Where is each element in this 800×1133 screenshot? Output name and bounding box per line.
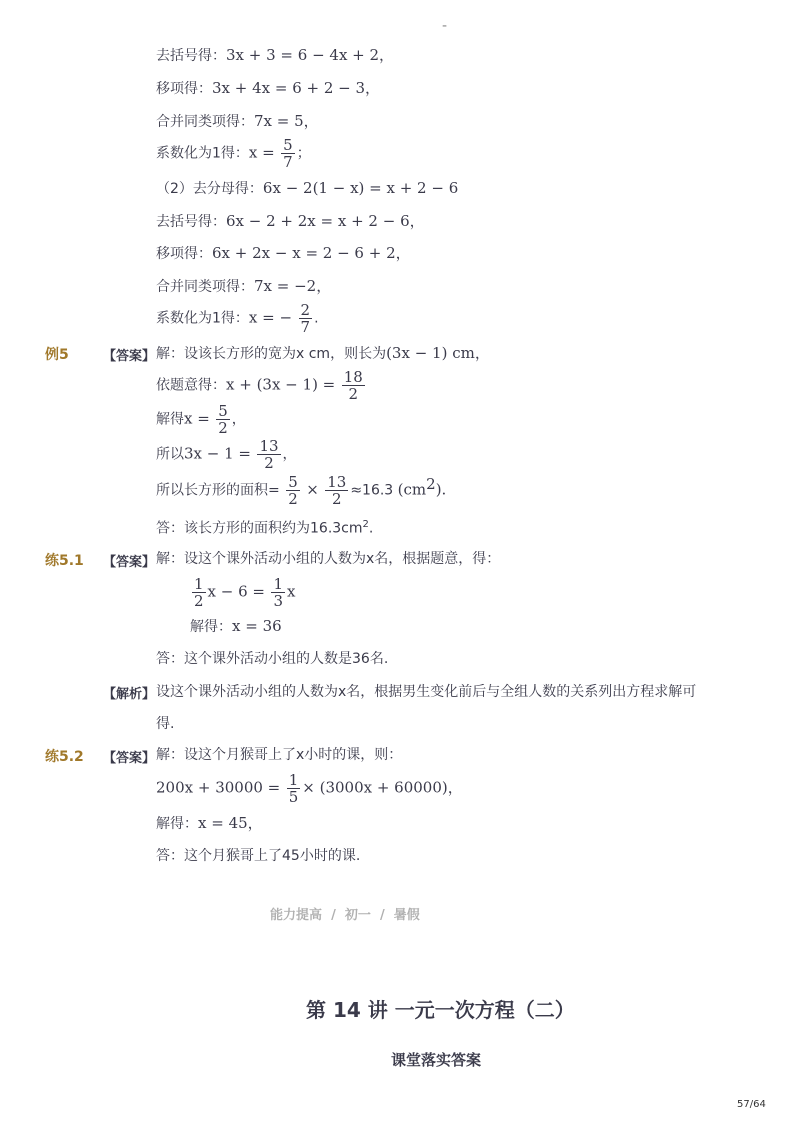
practice-label: 练5.1 bbox=[45, 553, 84, 569]
answer-tag: 【答案】 bbox=[103, 349, 156, 364]
solution-line: 移项得：3x + 4x = 6 + 2 − 3， bbox=[156, 79, 381, 97]
fraction: $\frac{5}{2}$ bbox=[288, 473, 298, 509]
answer-line: 答：这个课外活动小组的人数是36名. bbox=[156, 651, 389, 667]
answer-line: 答：该长方形的面积约为$16.3cm^2$. bbox=[156, 519, 374, 537]
fraction: $\frac{1}{3}$ bbox=[273, 575, 283, 610]
answer-equation: 200x + 30000 = $\frac{1}{5}$ × (3000x + 60000)， bbox=[156, 771, 463, 806]
answer-line: 解：设该长方形的宽为x cm，则长为(3x − 1) cm， bbox=[156, 344, 490, 362]
solution-line: （2）去分母得：6x − 2(1 − x) = x + 2 − 6 bbox=[156, 179, 459, 197]
answer-tag: 【答案】 bbox=[103, 751, 156, 766]
fraction: $\frac{5}{2}$ bbox=[218, 402, 228, 437]
answer-equation: $\frac{1}{2}$ x − 6 = $\frac{1}{3}$ x bbox=[194, 575, 296, 610]
solution-line: 移项得：6x + 2x − x = 2 − 6 + 2， bbox=[156, 244, 411, 262]
page-number: 57/64 bbox=[737, 1099, 766, 1110]
fraction: $\frac{5}{7}$ bbox=[283, 136, 293, 171]
analysis-line: 得. bbox=[156, 716, 175, 732]
answer-tag: 【答案】 bbox=[103, 555, 156, 570]
answer-line: 解得：x = 45， bbox=[156, 814, 263, 832]
answer-line: 答：这个月猴哥上了45小时的课. bbox=[156, 848, 361, 864]
fraction: $\frac{1}{5}$ bbox=[288, 771, 299, 806]
fraction: $\frac{13}{2}$ bbox=[327, 473, 347, 509]
solution-line: 系数化为1得：x = − $\frac{2}{7}$ . bbox=[156, 301, 319, 336]
solution-line: 合并同类项得：7x = 5， bbox=[156, 112, 319, 130]
top-mark: - bbox=[442, 18, 448, 34]
answer-line: 所以长方形的面积= $\frac{5}{2}$ × $\frac{13}{2}$ ≈16.3 $(cm^2)$. bbox=[156, 473, 447, 509]
solution-line: 去括号得：6x − 2 + 2x = x + 2 − 6， bbox=[156, 212, 425, 230]
solution-line: 去括号得：3x + 3 = 6 − 4x + 2， bbox=[156, 46, 395, 64]
solution-line: 系数化为1得：x = $\frac{5}{7}$ ； bbox=[156, 136, 311, 171]
answer-line: 解：设这个课外活动小组的人数为x名，根据题意，得： bbox=[156, 551, 501, 567]
answer-line: 所以3x − 1 = $\frac{13}{2}$ ， bbox=[156, 437, 297, 472]
fraction: $\frac{2}{7}$ bbox=[300, 301, 311, 336]
fraction: $\frac{18}{2}$ bbox=[343, 368, 363, 403]
chapter-title: 第 14 讲 一元一次方程（二） bbox=[306, 998, 575, 1022]
answer-line: 解：设这个月猴哥上了x小时的课，则： bbox=[156, 747, 403, 763]
course-tag: 能力提高 / 初一 / 暑假 bbox=[270, 908, 420, 923]
section-title: 课堂落实答案 bbox=[391, 1051, 482, 1069]
answer-line: 解得x = $\frac{5}{2}$ ， bbox=[156, 402, 246, 437]
fraction: $\frac{1}{2}$ bbox=[194, 575, 204, 610]
analysis-line: 设这个课外活动小组的人数为x名，根据男生变化前后与全组人数的关系列出方程求解可 bbox=[156, 684, 697, 700]
answer-line: 依题意得：x + (3x − 1) = $\frac{18}{2}$ bbox=[156, 368, 363, 403]
fraction: $\frac{13}{2}$ bbox=[259, 437, 279, 472]
solution-line: 合并同类项得：7x = −2， bbox=[156, 277, 332, 295]
example-label: 例5 bbox=[45, 347, 69, 363]
analysis-tag: 【解析】 bbox=[103, 687, 156, 702]
answer-line: 解得：x = 36 bbox=[190, 617, 282, 635]
practice-label: 练5.2 bbox=[45, 749, 84, 765]
